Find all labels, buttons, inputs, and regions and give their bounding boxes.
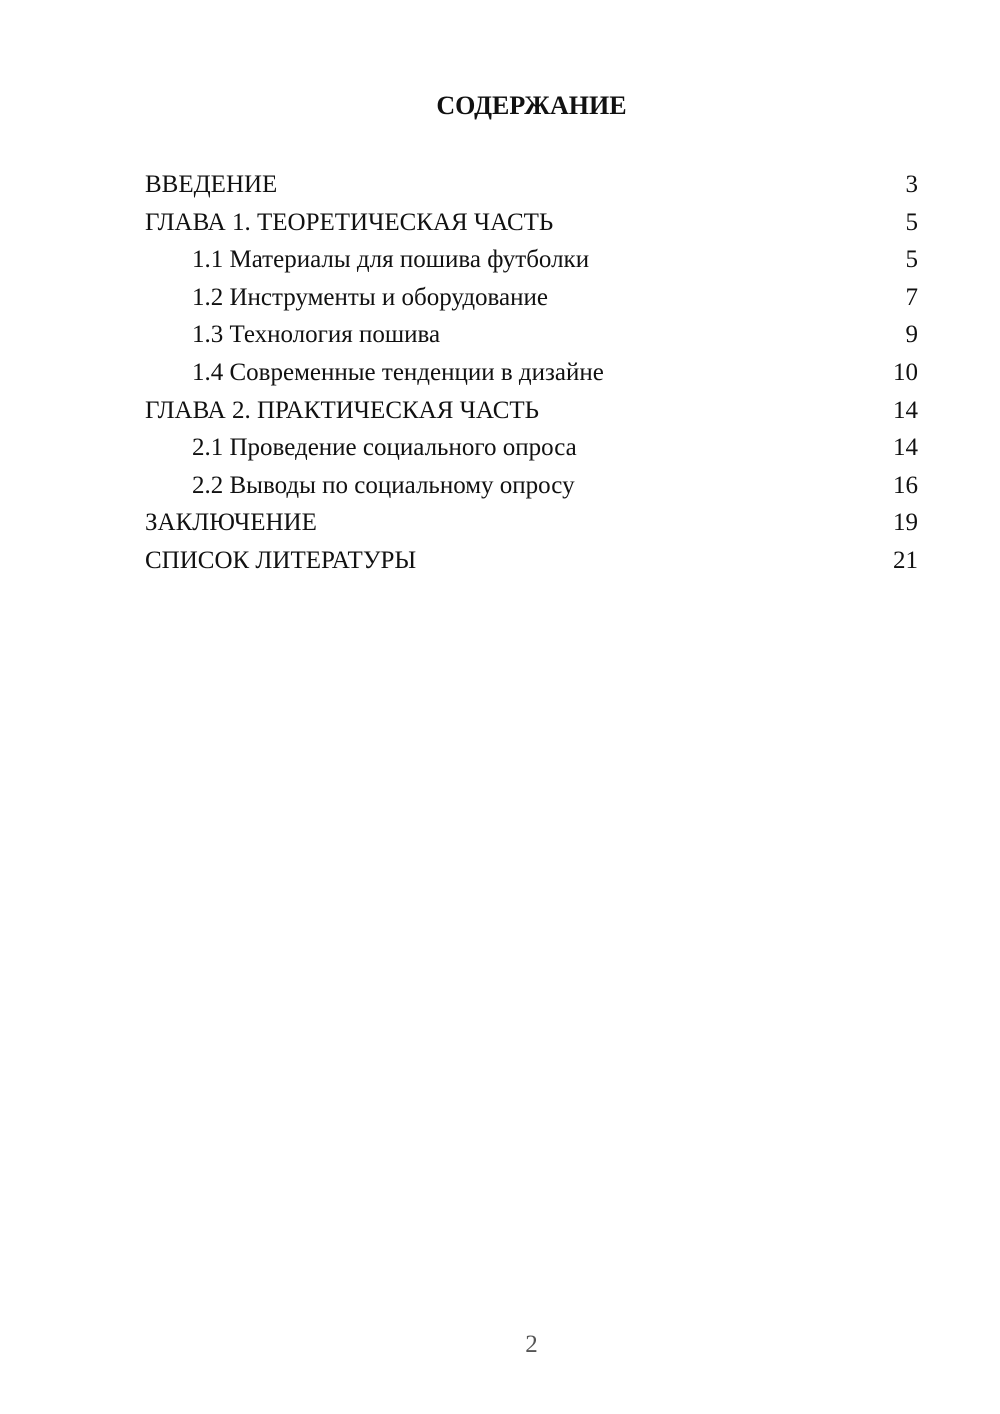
toc-entry-label: 1.3 Технология пошива <box>192 321 441 349</box>
toc-entry <box>145 467 918 505</box>
toc-entry-label: ЗАКЛЮЧЕНИЕ <box>145 509 317 537</box>
page-title: СОДЕРЖАНИЕ <box>436 91 627 120</box>
toc-entry-page-number: 14 <box>893 434 918 462</box>
toc-entry <box>145 241 918 279</box>
toc-entry <box>145 204 918 242</box>
toc-entry-label: ГЛАВА 1. ТЕОРЕТИЧЕСКАЯ ЧАСТЬ <box>145 208 554 236</box>
toc-entry-page-number: 5 <box>905 246 918 274</box>
toc-entry-page-number: 16 <box>893 471 918 499</box>
toc-entry-label: 1.4 Современные тенденции в дизайне <box>192 358 604 386</box>
toc-entry-page-number: 5 <box>905 208 918 236</box>
toc-entry-page-number: 21 <box>893 546 918 574</box>
toc-entry <box>145 504 918 542</box>
toc-entry-label: ГЛАВА 2. ПРАКТИЧЕСКАЯ ЧАСТЬ <box>145 396 540 424</box>
toc-entry <box>145 542 918 580</box>
toc-entry-page-number: 19 <box>893 509 918 537</box>
toc-entry-label: ВВЕДЕНИЕ <box>145 171 278 198</box>
table-of-contents <box>145 166 918 580</box>
toc-entry <box>145 316 918 354</box>
toc-entry-label: СПИСОК ЛИТЕРАТУРЫ <box>145 546 417 574</box>
footer-page-number: 2 <box>525 1331 538 1358</box>
toc-entry-label: 1.1 Материалы для пошива футболки <box>192 246 590 274</box>
toc-entry-label: 2.1 Проведение социального опроса <box>192 434 577 462</box>
toc-entry-label: 2.2 Выводы по социальному опросу <box>192 471 575 499</box>
toc-entry <box>145 279 918 317</box>
toc-entry-label: 1.2 Инструменты и оборудование <box>192 283 548 311</box>
toc-entry <box>145 166 918 204</box>
toc-entry-page-number: 9 <box>905 321 918 349</box>
toc-entry-page-number: 3 <box>905 171 918 198</box>
toc-entry-page-number: 7 <box>905 283 918 311</box>
toc-entry <box>145 429 918 467</box>
toc-entry <box>145 354 918 392</box>
toc-entry <box>145 392 918 430</box>
toc-entry-page-number: 14 <box>893 396 918 424</box>
toc-entry-page-number: 10 <box>893 358 918 386</box>
